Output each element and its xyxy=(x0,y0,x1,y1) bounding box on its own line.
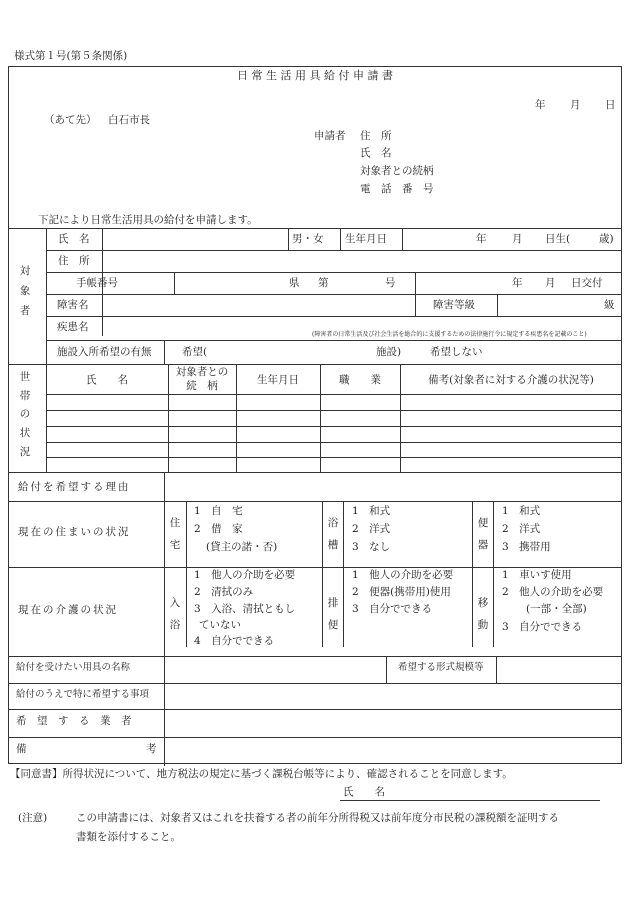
rule xyxy=(46,272,622,273)
grade-label: 障害等級 xyxy=(433,299,475,311)
form-title: 日 常 生 活 用 具 給 付 申 請 書 xyxy=(237,69,393,82)
note-line-1: この申請書には、対象者又はこれを扶養する者の前年分所得税又は前年度分市民税の課税額を証明する xyxy=(76,812,559,824)
disease-note: (障害者の日常生活及び社会生活を総合的に支援するための法律施行令に規定する疾患名を記載のこと) xyxy=(312,331,587,338)
rule xyxy=(8,501,622,502)
subject-name-label: 氏 名 xyxy=(58,233,90,245)
bathing-option-4[interactable]: 4 自分でできる xyxy=(194,635,275,647)
excretion-option-3[interactable]: 3 自分でできる xyxy=(352,603,433,615)
subject-sex[interactable]: 男・女 xyxy=(292,233,324,245)
rule xyxy=(8,364,622,365)
disability-label: 障害名 xyxy=(57,299,89,311)
household-birth-header: 生年月日 xyxy=(257,374,299,386)
table-row xyxy=(46,457,622,458)
rule xyxy=(400,364,401,472)
rule xyxy=(164,472,165,766)
rule xyxy=(8,567,622,568)
facility-hope[interactable]: 希望( xyxy=(182,346,208,358)
rule xyxy=(320,364,321,472)
birth-day: 日生( xyxy=(545,233,571,245)
household-relation-header-1: 対象者との xyxy=(175,366,229,378)
rule xyxy=(8,709,622,710)
remarks-label-left: 備 xyxy=(16,743,27,755)
rule xyxy=(493,501,494,567)
rule xyxy=(288,228,289,250)
application-form xyxy=(8,66,622,764)
household-side-label: 世帯の状況 xyxy=(19,371,31,458)
rule xyxy=(322,501,323,647)
addressee-label: （あて先） xyxy=(44,114,97,126)
intro-text: 下記により日常生活用具の給付を申請します。 xyxy=(38,214,258,226)
toilet-option-3[interactable]: 3 携帯用 xyxy=(502,541,551,553)
grade-unit: 級 xyxy=(604,299,615,311)
house-option-3[interactable]: (貸主の諾・否) xyxy=(206,541,278,553)
bath-label: 浴槽 xyxy=(327,517,339,552)
household-job-header: 職 業 xyxy=(339,374,381,386)
house-option-2[interactable]: 2 借 家 xyxy=(194,523,243,535)
facility-close: 施設) xyxy=(376,346,402,358)
birth-year: 年 xyxy=(476,233,487,245)
rule xyxy=(236,364,237,472)
subject-side-label: 対象者 xyxy=(19,265,31,317)
date-year-label: 年 xyxy=(535,99,546,111)
household-relation-header-2: 続 柄 xyxy=(186,380,218,392)
rule xyxy=(493,567,494,647)
special-label: 給付のうえで特に希望する事項 xyxy=(16,689,150,700)
applicant-phone-label: 電 話 番 号 xyxy=(360,183,434,195)
house-option-1[interactable]: 1 自 宅 xyxy=(194,505,243,517)
consent-name-label: 氏 名 xyxy=(343,786,385,798)
rule xyxy=(402,228,403,250)
subject-address-label: 住 所 xyxy=(58,255,90,267)
bathing-option-3-cont: ていない xyxy=(199,619,241,631)
moving-option-3[interactable]: 3 自分でできる xyxy=(502,621,583,633)
moving-label: 移動 xyxy=(477,597,489,632)
toilet-option-1[interactable]: 1 和式 xyxy=(502,505,541,517)
table-row xyxy=(46,426,622,427)
toilet-label: 便器 xyxy=(477,517,489,552)
form-number: 様式第１号(第５条関係) xyxy=(14,50,128,62)
addressee-name: 白石市長 xyxy=(108,114,150,126)
rule xyxy=(174,272,175,294)
rule xyxy=(8,683,622,684)
rule xyxy=(46,340,622,341)
rule xyxy=(386,656,387,683)
rule xyxy=(8,228,622,229)
bathing-option-1[interactable]: 1 他人の介助を必要 xyxy=(194,569,296,581)
handbook-dai: 第 xyxy=(318,277,329,289)
toilet-option-2[interactable]: 2 洋式 xyxy=(502,523,541,535)
handbook-label: 手帳番号 xyxy=(76,277,118,289)
applicant-name-label: 氏 名 xyxy=(360,147,392,159)
excretion-label: 排便 xyxy=(327,597,339,632)
disease-label: 疾患名 xyxy=(57,321,89,333)
bathing-label: 入浴 xyxy=(169,597,181,632)
issue-month: 月 xyxy=(545,277,556,289)
rule xyxy=(46,294,622,295)
issue-day: 日交付 xyxy=(571,277,603,289)
bathing-option-3[interactable]: 3 入浴、清拭ともし xyxy=(194,603,296,615)
facility-label: 施設入所希望の有無 xyxy=(57,346,152,358)
bath-option-2[interactable]: 2 洋式 xyxy=(352,523,391,535)
vendor-label: 希 望 す る 業 者 xyxy=(16,715,132,727)
reason-label: 給付を希望する理由 xyxy=(18,481,131,493)
issue-year: 年 xyxy=(512,277,523,289)
subject-birth-label: 生年月日 xyxy=(345,233,387,245)
rule xyxy=(164,340,165,364)
bathing-option-2[interactable]: 2 清拭のみ xyxy=(194,586,254,598)
rule xyxy=(186,501,187,567)
rule xyxy=(186,567,187,647)
rule xyxy=(8,472,622,473)
facility-no[interactable]: 希望しない xyxy=(430,346,483,358)
rule xyxy=(496,656,497,683)
table-row xyxy=(46,410,622,411)
handbook-pref: 県 xyxy=(289,277,300,289)
care-label: 現在の介護の状況 xyxy=(18,604,118,616)
excretion-option-2[interactable]: 2 便器(携帯用)使用 xyxy=(352,586,451,598)
tool-name-label: 給付を受けたい用具の名称 xyxy=(16,662,131,673)
applicant-address-label: 住 所 xyxy=(360,130,392,142)
date-day-label: 日 xyxy=(605,99,616,111)
applicant-label: 申請者 xyxy=(314,130,346,142)
living-label: 現在の住まいの状況 xyxy=(18,526,131,538)
consent-signature-line[interactable] xyxy=(340,800,600,801)
rule xyxy=(472,501,473,647)
bath-option-1[interactable]: 1 和式 xyxy=(352,505,391,517)
rule xyxy=(497,294,498,316)
rule xyxy=(343,501,344,647)
remarks-label-right: 考 xyxy=(146,743,157,755)
rule xyxy=(8,737,622,738)
consent-text: 【同意書】所得状況について、地方税法の規定に基づく課税台帳等により、確認されることを同意します。 xyxy=(10,768,513,780)
rule xyxy=(46,228,47,364)
rule xyxy=(168,364,169,472)
table-row xyxy=(46,394,622,395)
rule xyxy=(46,316,622,317)
birth-age: 歳) xyxy=(599,233,614,245)
excretion-option-1[interactable]: 1 他人の介助を必要 xyxy=(352,569,454,581)
rule xyxy=(46,250,622,251)
bath-option-3[interactable]: 3 なし xyxy=(352,541,391,553)
date-month-label: 月 xyxy=(570,99,581,111)
note-label: (注意) xyxy=(18,812,48,824)
household-remarks-header: 備考(対象者に対する介護の状況等) xyxy=(428,374,594,386)
household-name-header: 氏 名 xyxy=(86,374,128,386)
house-label: 住宅 xyxy=(169,517,181,552)
moving-option-1[interactable]: 1 車いす使用 xyxy=(502,569,572,581)
tool-spec-label: 希望する形式規模等 xyxy=(398,662,484,673)
rule xyxy=(340,228,341,250)
applicant-relation-label: 対象者との続柄 xyxy=(360,165,434,177)
table-row xyxy=(46,442,622,443)
note-line-2: 書類を添付すること。 xyxy=(76,831,181,843)
moving-option-2-sub[interactable]: (一部・全部) xyxy=(526,603,587,615)
rule xyxy=(8,656,622,657)
moving-option-2[interactable]: 2 他人の介助を必要 xyxy=(502,586,604,598)
birth-month: 月 xyxy=(512,233,523,245)
handbook-go: 号 xyxy=(385,277,396,289)
